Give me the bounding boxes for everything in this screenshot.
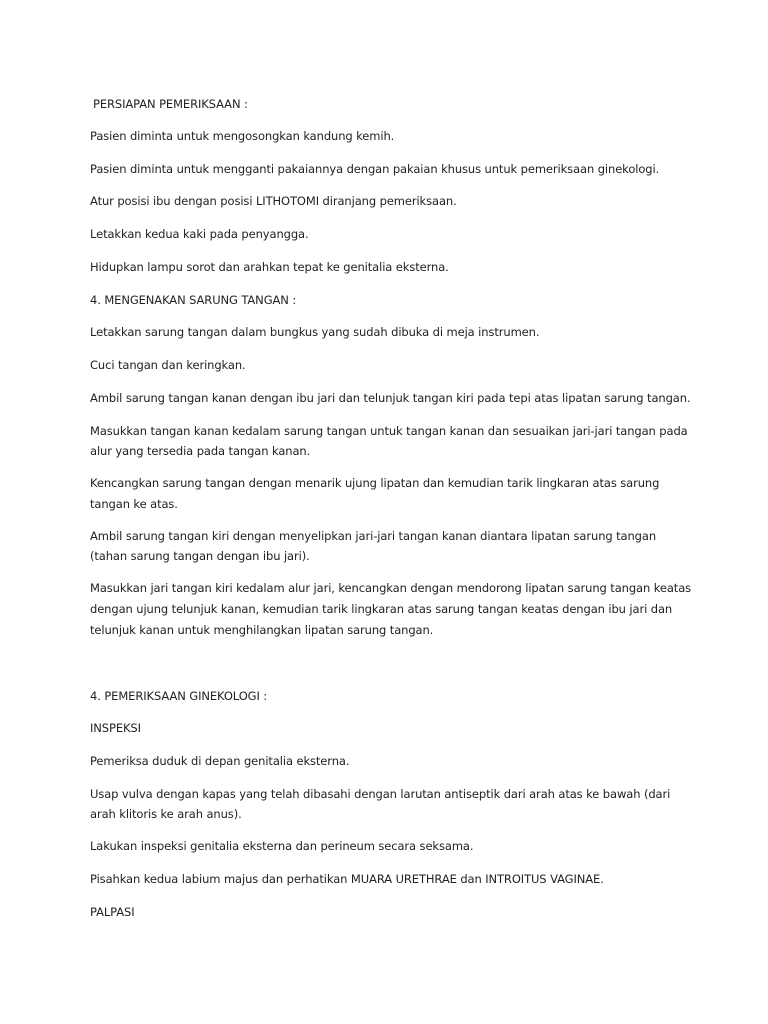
paragraph-line: arah klitoris ke arah anus). [90,807,242,821]
paragraph-line: Letakkan kedua kaki pada penyangga. [90,227,309,241]
paragraph-line: Pemeriksa duduk di depan genitalia eksterna. [90,754,350,768]
paragraph-line: telunjuk kanan untuk menghilangkan lipatan sarung tangan. [90,623,434,637]
paragraph-line: Letakkan sarung tangan dalam bungkus yang sudah dibuka di meja instrumen. [90,325,540,339]
paragraph-line: alur yang tersedia pada tangan kanan. [90,444,311,458]
section-heading-ginekologi: 4. PEMERIKSAAN GINEKOLOGI : [90,689,268,703]
paragraph-line: Hidupkan lampu sorot dan arahkan tepat ke genitalia eksterna. [90,260,449,274]
paragraph-line: Usap vulva dengan kapas yang telah dibasahi dengan larutan antiseptik dari arah atas ke bawah (dari [90,787,671,801]
paragraph-line: Masukkan tangan kanan kedalam sarung tangan untuk tangan kanan dan sesuaikan jari-jari tangan pada [90,424,688,438]
paragraph-line: Kencangkan sarung tangan dengan menarik ujung lipatan dan kemudian tarik lingkaran atas sarung [90,476,660,490]
paragraph-line: Cuci tangan dan keringkan. [90,358,246,372]
paragraph-line: tangan ke atas. [90,497,178,511]
paragraph-line: Atur posisi ibu dengan posisi LITHOTOMI diranjang pemeriksaan. [90,194,457,208]
paragraph-line: Lakukan inspeksi genitalia eksterna dan perineum secara seksama. [90,839,474,853]
paragraph-line: Ambil sarung tangan kanan dengan ibu jari dan telunjuk tangan kiri pada tepi atas lipatan sarung tangan. [90,391,691,405]
paragraph-line: Masukkan jari tangan kiri kedalam alur jari, kencangkan dengan mendorong lipatan sarung tangan keatas [90,581,692,595]
paragraph-line: Pasien diminta untuk mengosongkan kandung kemih. [90,129,395,143]
subheading-palpasi: PALPASI [90,905,135,919]
paragraph-line: Pisahkan kedua labium majus dan perhatikan MUARA URETHRAE dan INTROITUS VAGINAE. [90,872,604,886]
section-heading-sarung-tangan: 4. MENGENAKAN SARUNG TANGAN : [90,293,297,307]
paragraph-line: (tahan sarung tangan dengan ibu jari). [90,549,310,563]
paragraph-line: Ambil sarung tangan kiri dengan menyelipkan jari-jari tangan kanan diantara lipatan sarung tangan [90,529,657,543]
paragraph-line: Pasien diminta untuk mengganti pakaiannya dengan pakaian khusus untuk pemeriksaan ginekologi. [90,162,660,176]
paragraph-line: dengan ujung telunjuk kanan, kemudian tarik lingkaran atas sarung tangan keatas dengan ibu jari dan [90,602,673,616]
section-heading-persiapan: PERSIAPAN PEMERIKSAAN : [93,97,248,111]
subheading-inspeksi: INSPEKSI [90,721,141,735]
